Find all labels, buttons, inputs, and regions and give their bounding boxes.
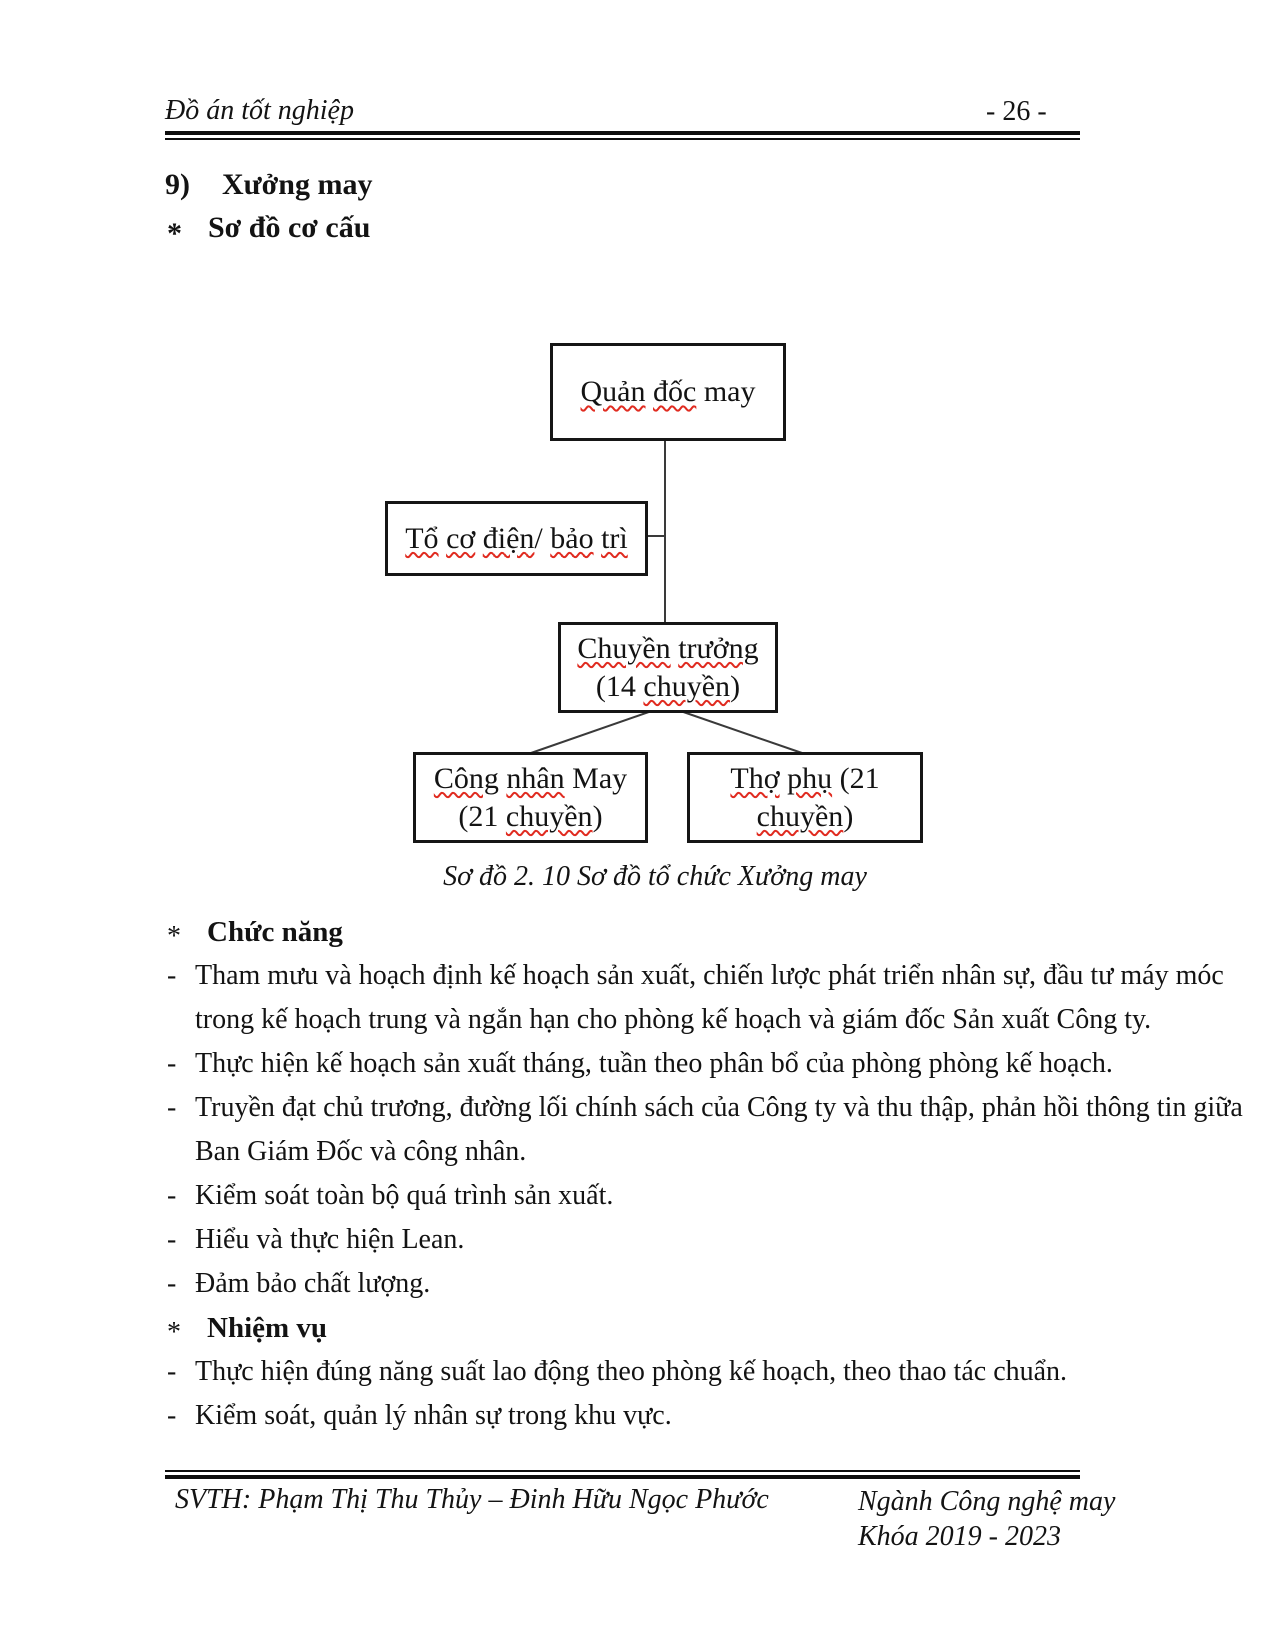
word: Công [433,761,499,795]
node-line [458,798,602,836]
bullet-text: Kiểm soát toàn bộ quá trình sản xuất. [195,1180,614,1211]
bullet-text: Thực hiện đúng năng suất lao động theo phòng kế hoạch, theo thao tác chuẩn. [195,1356,1068,1387]
word: bảo [550,521,594,555]
word: cơ [446,521,476,555]
word: Quản [580,375,646,408]
bullet-row [165,1218,1135,1262]
node-line [757,798,854,836]
list-marker: - [167,1268,177,1299]
bullet-text: Kiểm soát, quản lý nhân sự trong khu vực. [195,1400,672,1431]
footer-major: Ngành Công nghệ may [858,1486,1116,1517]
footer-program [858,1484,1115,1554]
diagram-caption: Sơ đồ 2. 10 Sơ đồ tổ chức Xưởng may [443,861,867,892]
list-marker: - [167,1092,177,1123]
footer-rule-thin [165,1470,1080,1472]
word: Tổ [405,521,439,555]
list-marker: * [167,1317,181,1348]
subsection-marker: * [167,217,182,250]
subsection-title: Sơ đồ cơ cấu [208,211,371,244]
bullet-text: trong kế hoạch trung và ngắn hạn cho phòng kế hoạch và giám đốc Sản xuất Công ty. [195,1004,1152,1035]
node-line [581,373,756,411]
word: chuyền [505,799,593,833]
word: phụ [787,761,833,795]
word: chuyền [643,669,731,703]
header-rule-thick [165,131,1080,135]
org-node-line-leader [558,622,778,713]
bullet-row [165,954,1224,998]
section-heading [165,167,372,203]
org-node-manager [550,343,786,441]
list-marker: - [167,1180,177,1211]
footer-authors: SVTH: Phạm Thị Thu Thủy – Đinh Hữu Ngọc Phước [175,1484,769,1515]
list-marker: - [167,1356,177,1387]
node-line [405,520,628,558]
footer-rule-thick [165,1475,1080,1479]
subheading-row [165,910,1135,954]
subsection-heading [167,210,371,250]
bullet-text: Truyền đạt chủ trương, đường lối chính sách của Công ty và thu thập, phản hồi thông tin giữa [195,1092,1243,1123]
body-text [165,910,1243,1438]
list-marker: * [167,921,181,952]
bullet-row [165,1350,1135,1394]
word: (21 [458,799,499,833]
bullet-row [165,1394,1135,1438]
list-marker: - [167,1224,177,1255]
word: trưởng [678,631,759,665]
word: (14 [595,669,636,703]
bullet-row [165,1042,1135,1086]
subheading-label: Chức năng [207,915,343,948]
word: ) [730,669,741,703]
org-node-helpers [687,752,923,843]
bullet-row [165,1262,1135,1306]
org-node-maintenance [385,501,648,576]
org-node-sewing-workers [413,752,648,843]
node-line [730,760,879,798]
header-page-number: - 26 - [986,96,1047,127]
word: Chuyền [577,631,671,665]
word: điện [482,521,535,555]
bullet-row [165,1086,1243,1130]
bullet-row [165,1174,1135,1218]
word: ) [592,799,603,833]
bullet-text: Đảm bảo chất lượng. [195,1268,431,1299]
subheading-row [165,1306,1135,1350]
word: chuyền [756,799,844,833]
footer-cohort: Khóa 2019 - 2023 [858,1521,1061,1552]
bullet-text: Ban Giám Đốc và công nhân. [195,1136,527,1167]
bullet-continuation-row [165,998,1152,1042]
list-marker: - [167,1048,177,1079]
word: ) [843,799,854,833]
connector-vertical-line [664,435,666,623]
word: trì [601,521,628,555]
subheading-label: Nhiệm vụ [207,1311,328,1344]
word: Thợ [730,761,780,795]
list-marker: - [167,960,177,991]
list-marker: - [167,1400,177,1431]
word: nhân [506,761,565,795]
bullet-continuation-row [165,1130,1135,1174]
word: May [572,761,628,795]
word: may [703,375,756,408]
bullet-text: Hiểu và thực hiện Lean. [195,1224,465,1255]
section-title: Xưởng may [222,168,373,201]
header-rule-thin [165,138,1080,140]
node-line [596,668,740,706]
header-title: Đồ án tốt nghiệp [165,95,354,126]
node-line [577,630,758,668]
section-number: 9) [165,168,190,201]
bullet-text: Thực hiện kế hoạch sản xuất tháng, tuần theo phân bổ của phòng phòng kế hoạch. [195,1048,1113,1079]
word: đốc [653,375,697,408]
bullet-text: Tham mưu và hoạch định kế hoạch sản xuất, chiến lược phát triển nhân sự, đầu tư máy móc [195,960,1224,991]
word: / [534,521,543,555]
node-line [434,760,627,798]
word: (21 [839,761,880,795]
